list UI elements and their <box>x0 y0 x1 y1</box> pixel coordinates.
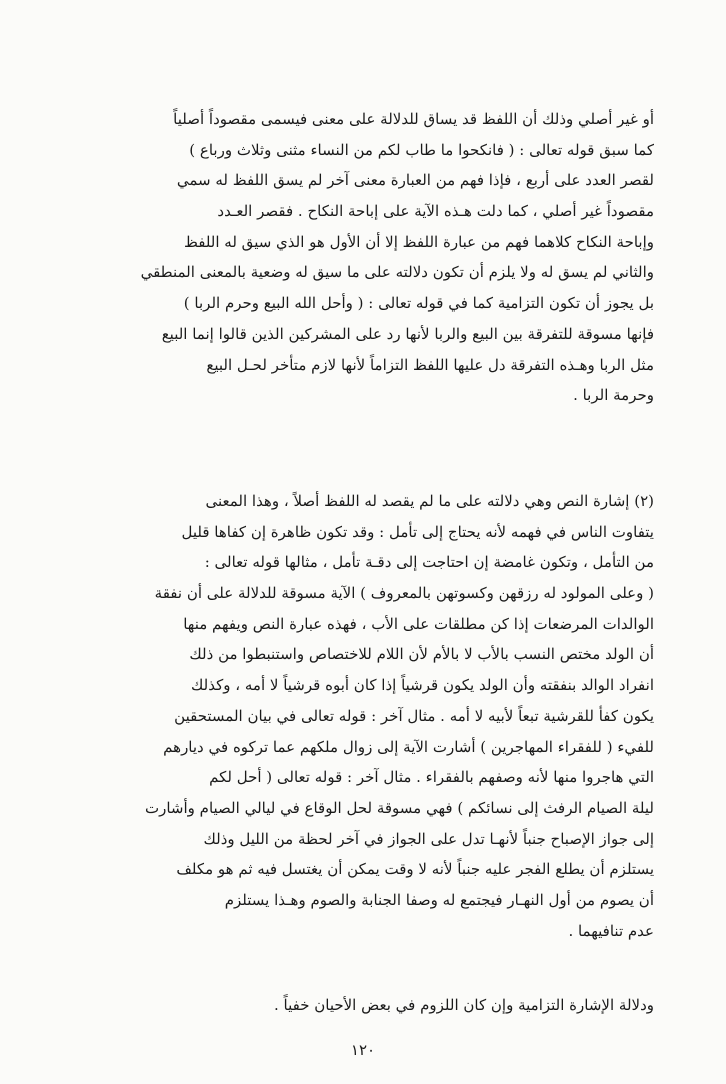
text-line: انفراد الوالد بنفقته وأن الولد يكون قرشياً إذا كان أبوه قرشياً لا أمه ، وكذلك <box>191 676 654 695</box>
text-line: من التأمل ، وتكون غامضة إن احتاجت إلى دقـة تأمل ، مثالها قوله تعالى : <box>204 553 654 572</box>
text-line: ليلة الصيام الرفث إلى نسائكم ) فهي مسوقة لحل الوقاع في ليالي الصيام وأشارت <box>144 798 654 817</box>
text-line: للفيء ( للفقراء المهاجرين ) أشارت الآية إلى زوال ملكهم عما تركوه في ديارهم <box>163 737 654 756</box>
text-line: (٢) إشارة النص وهي دلالته على ما لم يقصد له اللفظ أصلاً ، وهذا المعنى <box>205 492 654 510</box>
text-line: وحرمة الربا . <box>573 386 654 405</box>
text-line: فإنها مسوقة للتفرقة بين البيع والربا لأنها رد على المشركين الذين قالوا إنما البيع <box>161 324 654 343</box>
text-line: ودلالة الإشارة التزامية وإن كان اللزوم في بعض الأحيان خفياً . <box>273 996 654 1014</box>
text-line: مقصوداً غير أصلي ، كما دلت هـذه الآية على إباحة النكاح . فقصر العـدد <box>217 202 654 221</box>
paragraph-conclusion <box>72 990 654 1021</box>
text-line: وإباحة النكاح كلاهما فهم من عبارة اللفظ إلا أن الأول هو الذي سيق له اللفظ <box>184 232 654 251</box>
text-line: ( وعلى المولود له رزقهن وكسوتهن بالمعروف ) الآية مسوقة للدلالة على أن نفقة <box>154 584 654 603</box>
text-line: أن يصوم من أول النهـار فيجتمع له وصفا الجنابة والصوم وهـذا يستلزم <box>224 890 654 909</box>
text-line: لقصر العدد على أربع ، فإذا فهم من العبارة معنى آخر لم يسق اللفظ له سمي <box>176 171 654 190</box>
text-line: الوالدات المرضعات إذا كن مطلقات على الأب ، فهذه عبارة النص ويفهم منها <box>183 614 654 633</box>
text-line: والثاني لم يسق له ولا يلزم أن تكون دلالته على ما سيق له وضعية بالمعنى المنطقي <box>140 263 654 282</box>
text-line: عدم تنافيهما . <box>568 921 654 940</box>
text-line: يتفاوت الناس في فهمه لأنه يحتاج إلى تأمل : وقد تكون ظاهرة إن كفاها قليل <box>181 522 654 541</box>
paragraph-ibarat-nass <box>72 104 654 411</box>
paragraph-isharat-nass <box>72 486 654 946</box>
page-number: ١٢٠ <box>350 1041 376 1059</box>
text-line: كما سبق قوله تعالى : ( فانكحوا ما طاب لكم من النساء مثنى وثلاث ورباع ) <box>189 140 654 159</box>
text-line: التي هاجروا منها لأنه وصفهم بالفقراء . مثال آخر : قوله تعالى ( أحل لكم <box>209 768 654 787</box>
text-line: أن الولد مختص النسب بالأب لا بالأم لأن اللام للاختصاص واستنبطوا من ذلك <box>189 645 654 664</box>
text-line: مثل الربا وهـذه التفرقة دل عليها اللفظ التزاماً لأنها لازم متأخر لحـل البيع <box>206 355 654 374</box>
text-line: يستلزم أن يطلع الفجر عليه جنباً لأنه لا وقت يمكن أن يغتسل فيه ثم هو مكلف <box>176 860 654 879</box>
text-line: يكون كفأ للقرشية تبعاً لأبيه لا أمه . مثال آخر : قوله تعالى في بيان المستحقين <box>174 706 654 725</box>
text-line: بل يجوز أن تكون التزامية كما في قوله تعالى : ( وأحل الله البيع وحرم الربا ) <box>183 294 654 313</box>
text-line: إلى جواز الإصباح جنباً لأنهـا تدل على الجواز في آخر لحظة من الليل وذلك <box>203 829 654 848</box>
text-line: أو غير أصلي وذلك أن اللفظ قد يساق للدلالة على معنى فيسمى مقصوداً أصلياً <box>173 110 654 128</box>
